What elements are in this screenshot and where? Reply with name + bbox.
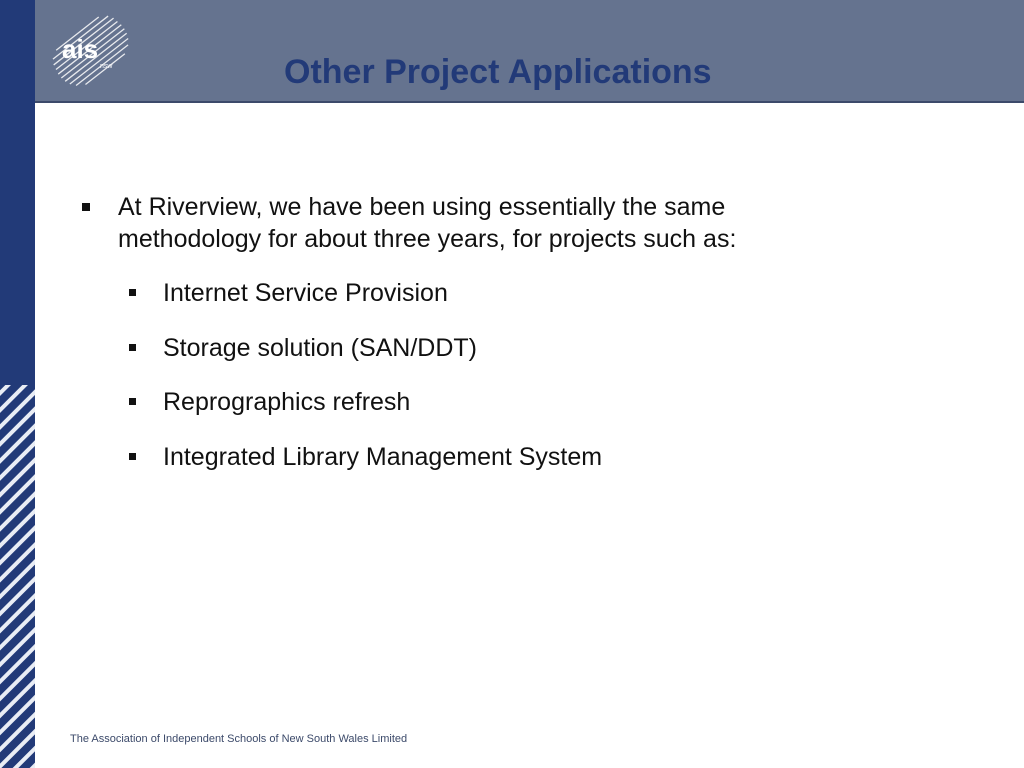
- header-divider: [35, 101, 1024, 103]
- slide-title: Other Project Applications: [284, 53, 712, 91]
- main-bullet-text: At Riverview, we have been using essentially the same methodology for about three years, for projects such as:: [118, 193, 737, 253]
- square-bullet-icon: [129, 453, 136, 460]
- main-bullet: [82, 191, 842, 255]
- list-item: [129, 441, 829, 496]
- list-item-text: Reprographics refresh: [163, 388, 411, 416]
- list-item-text: Storage solution (SAN/DDT): [163, 333, 478, 362]
- left-accent-band: [0, 0, 35, 768]
- square-bullet-icon: [129, 289, 136, 296]
- diagonal-stripes-pattern: [0, 0, 35, 768]
- list-item: [129, 332, 829, 387]
- logo-subtext: nsw: [100, 63, 113, 70]
- list-item: [129, 386, 829, 441]
- list-item: [129, 277, 829, 332]
- logo-mark: [48, 8, 134, 94]
- ais-nsw-logo: [48, 8, 134, 94]
- logo-text: ais: [62, 34, 99, 64]
- square-bullet-icon: [129, 344, 136, 351]
- list-item-text: Integrated Library Management System: [163, 442, 603, 471]
- footer-organization-name: The Association of Independent Schools of New South Wales Limited: [70, 733, 408, 745]
- list-item-text: Internet Service Provision: [163, 279, 448, 307]
- square-bullet-icon: [129, 398, 136, 405]
- sub-bullet-list: [129, 277, 829, 495]
- square-bullet-icon: [82, 203, 90, 211]
